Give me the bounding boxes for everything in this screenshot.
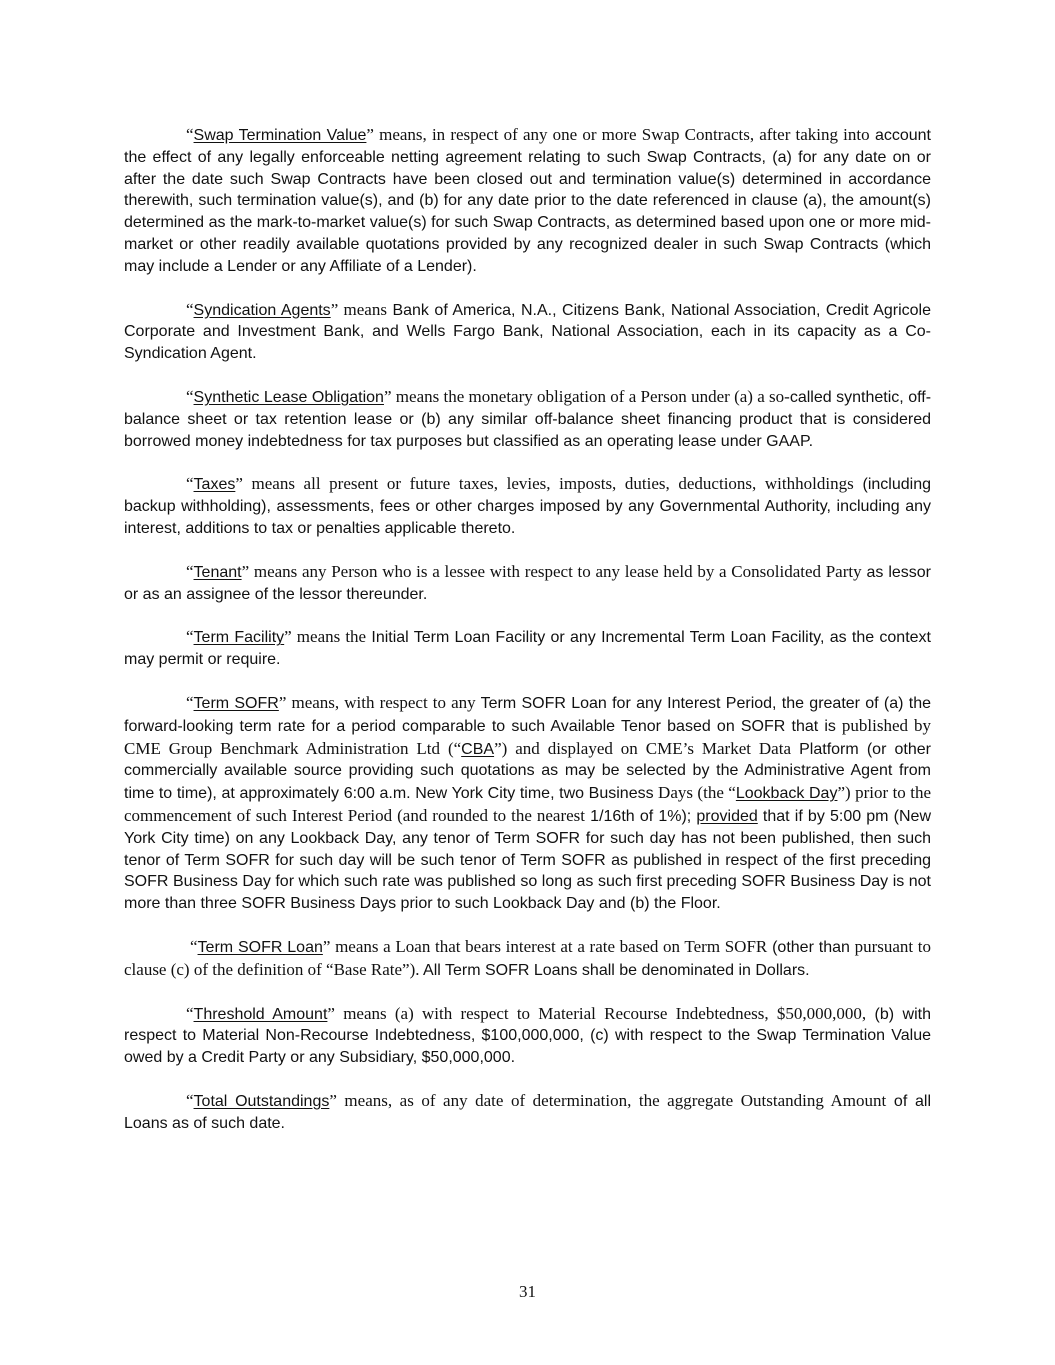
definition-text: “ bbox=[186, 692, 194, 712]
definition-paragraph bbox=[124, 692, 931, 915]
definition-text: “ bbox=[186, 299, 194, 319]
definition-text: ” means all present or future taxes, levies, imposts, duties, deductions, withholdings bbox=[235, 474, 854, 494]
definition-text: 1/16th of 1%); bbox=[585, 807, 697, 825]
definition-text: Platform (or other commercially available source providing such quotations as may be selected by the Administrative Agent from time to time), at approximately 6:00 a.m. New York City time, two Business bbox=[124, 740, 932, 803]
definition-text: ”) prior to the commencement of such Interest Period (and rounded to the nearest bbox=[124, 783, 932, 825]
definition-text: Bank of America, N.A., Citizens Bank, National Association, Credit Agricole Corporate and Investment Bank, and Wells Fargo Bank, National Association, each in its capacity as a Co-Syndication Agent. bbox=[124, 301, 932, 363]
definition-text: (b) with respect to Material Non-Recourse Indebtedness, $100,000,000, (c) with respect to the Swap Termination Value owed by a Credit Party or any Subsidiary, $50,000,000. bbox=[124, 1005, 931, 1067]
definition-text: ” means, with respect to any bbox=[278, 692, 476, 712]
definition-paragraph bbox=[124, 1090, 931, 1135]
definition-text: ” means a Loan that bears interest at a rate based on Term SOFR bbox=[322, 936, 768, 956]
definition-text: (including backup withholding), assessments, fees or other charges imposed by any Governmental Authority, including any interest, additions to tax or penalties applicable thereto. bbox=[124, 476, 931, 537]
defined-term: provided bbox=[696, 807, 758, 825]
definition-paragraph bbox=[124, 626, 931, 671]
document-page bbox=[124, 124, 931, 1155]
definition-paragraph bbox=[124, 1003, 931, 1069]
definitions-list bbox=[124, 124, 931, 1134]
defined-term: Taxes bbox=[193, 476, 236, 494]
page-number: 31 bbox=[519, 1282, 536, 1301]
definition-text: (other than bbox=[767, 938, 850, 956]
definition-paragraph bbox=[124, 386, 931, 452]
definition-text: ” means, in respect of any one or more Swap Contracts, after taking into bbox=[366, 125, 870, 144]
definition-text: “ bbox=[186, 1090, 194, 1110]
definition-paragraph bbox=[124, 936, 931, 982]
defined-term: Term SOFR bbox=[193, 694, 279, 712]
definition-text: ” means the bbox=[284, 627, 367, 647]
definition-text: published by CME Group Benchmark Administration Ltd (“ bbox=[124, 715, 932, 758]
defined-term: Tenant bbox=[193, 563, 242, 581]
defined-term: Syndication Agents bbox=[193, 301, 331, 319]
definition-text: “ bbox=[186, 1003, 194, 1023]
definition-paragraph bbox=[124, 473, 931, 539]
definition-text: ” means the monetary obligation of a Person under (a) a so- bbox=[383, 386, 790, 406]
definition-text: that if by 5:00 pm (New York City time) on any Lookback Day, any tenor of Term SOFR for such day has not been published, then such tenor of Term SOFR for such day will be such tenor of Term SOFR as published in respect of the first preceding SOFR Business Day for which such rate was published so long as such first preceding SOFR Business Day is not more than three SOFR Business Days prior to such Lookback Day and (b) the Floor. bbox=[124, 807, 932, 913]
definition-text: ” means bbox=[330, 299, 387, 319]
definition-text: “ bbox=[186, 627, 194, 647]
defined-term: Total Outstandings bbox=[193, 1092, 330, 1110]
definition-text: as lessor or as an assignee of the lessor thereunder. bbox=[124, 563, 931, 603]
definition-paragraph bbox=[124, 299, 931, 365]
definition-text: ” means any Person who is a lessee with respect to any lease held by a Consolidated Party bbox=[241, 561, 862, 581]
defined-term: Synthetic Lease Obligation bbox=[193, 388, 384, 406]
definition-text: “ bbox=[186, 386, 194, 406]
definition-text: “ bbox=[186, 561, 194, 581]
defined-term: Lookback Day bbox=[735, 785, 838, 803]
definition-text: of all Loans as of such date. bbox=[124, 1092, 931, 1132]
definition-text: Days (the “ bbox=[653, 783, 736, 803]
definition-text: Term SOFR Loan for any Interest Period, the greater of (a) the forward-looking term rate for a period comparable to such Available Tenor based on SOFR that is bbox=[124, 694, 932, 735]
defined-term: Term SOFR Loan bbox=[197, 938, 323, 956]
defined-term: CBA bbox=[461, 740, 495, 758]
defined-term: Term Facility bbox=[193, 629, 285, 647]
definition-text: “ bbox=[186, 474, 194, 494]
defined-term: Swap Termination Value bbox=[193, 127, 367, 144]
definition-text: “ bbox=[186, 125, 194, 144]
definition-text: “ bbox=[190, 936, 198, 956]
definition-paragraph bbox=[124, 124, 931, 278]
defined-term: Threshold Amount bbox=[193, 1005, 328, 1023]
definition-text: called synthetic, off-balance sheet or tax retention lease or (b) any similar off-balance sheet financing product that is considered borrowed money indebtedness for tax purposes but classified as an operating lease under GAAP. bbox=[124, 388, 932, 450]
definition-text: ”) and displayed on CME’s Market Data bbox=[494, 738, 791, 758]
definition-text: pursuant to clause (c) of the definition of “Base Rate”). bbox=[124, 936, 932, 979]
definition-text: All Term SOFR Loans shall be denominated in Dollars. bbox=[419, 961, 810, 979]
definition-text: account the effect of any legally enforceable netting agreement relating to such Swap Contracts, (a) for any date on or after the date such Swap Contracts have been closed out and termination value(s) determined in accordance therewith, such termination value(s), and (b) for any date prior to the date referenced in clause (a), the amount(s) determined as the mark-to-market value(s) for such Swap Contracts, as determined based upon one or more mid-market or other readily available quotations provided by any recognized dealer in such Swap Contracts (which may include a Lender or any Affiliate of a Lender). bbox=[124, 127, 931, 275]
definition-paragraph bbox=[124, 561, 931, 606]
definition-text: ” means (a) with respect to Material Recourse Indebtedness, $50,000,000, bbox=[327, 1003, 867, 1023]
definition-text: Initial Term Loan Facility or any Incremental Term Loan Facility, as the context may permit or require. bbox=[124, 629, 931, 669]
definition-text: ” means, as of any date of determination, the aggregate Outstanding Amount bbox=[329, 1090, 887, 1110]
